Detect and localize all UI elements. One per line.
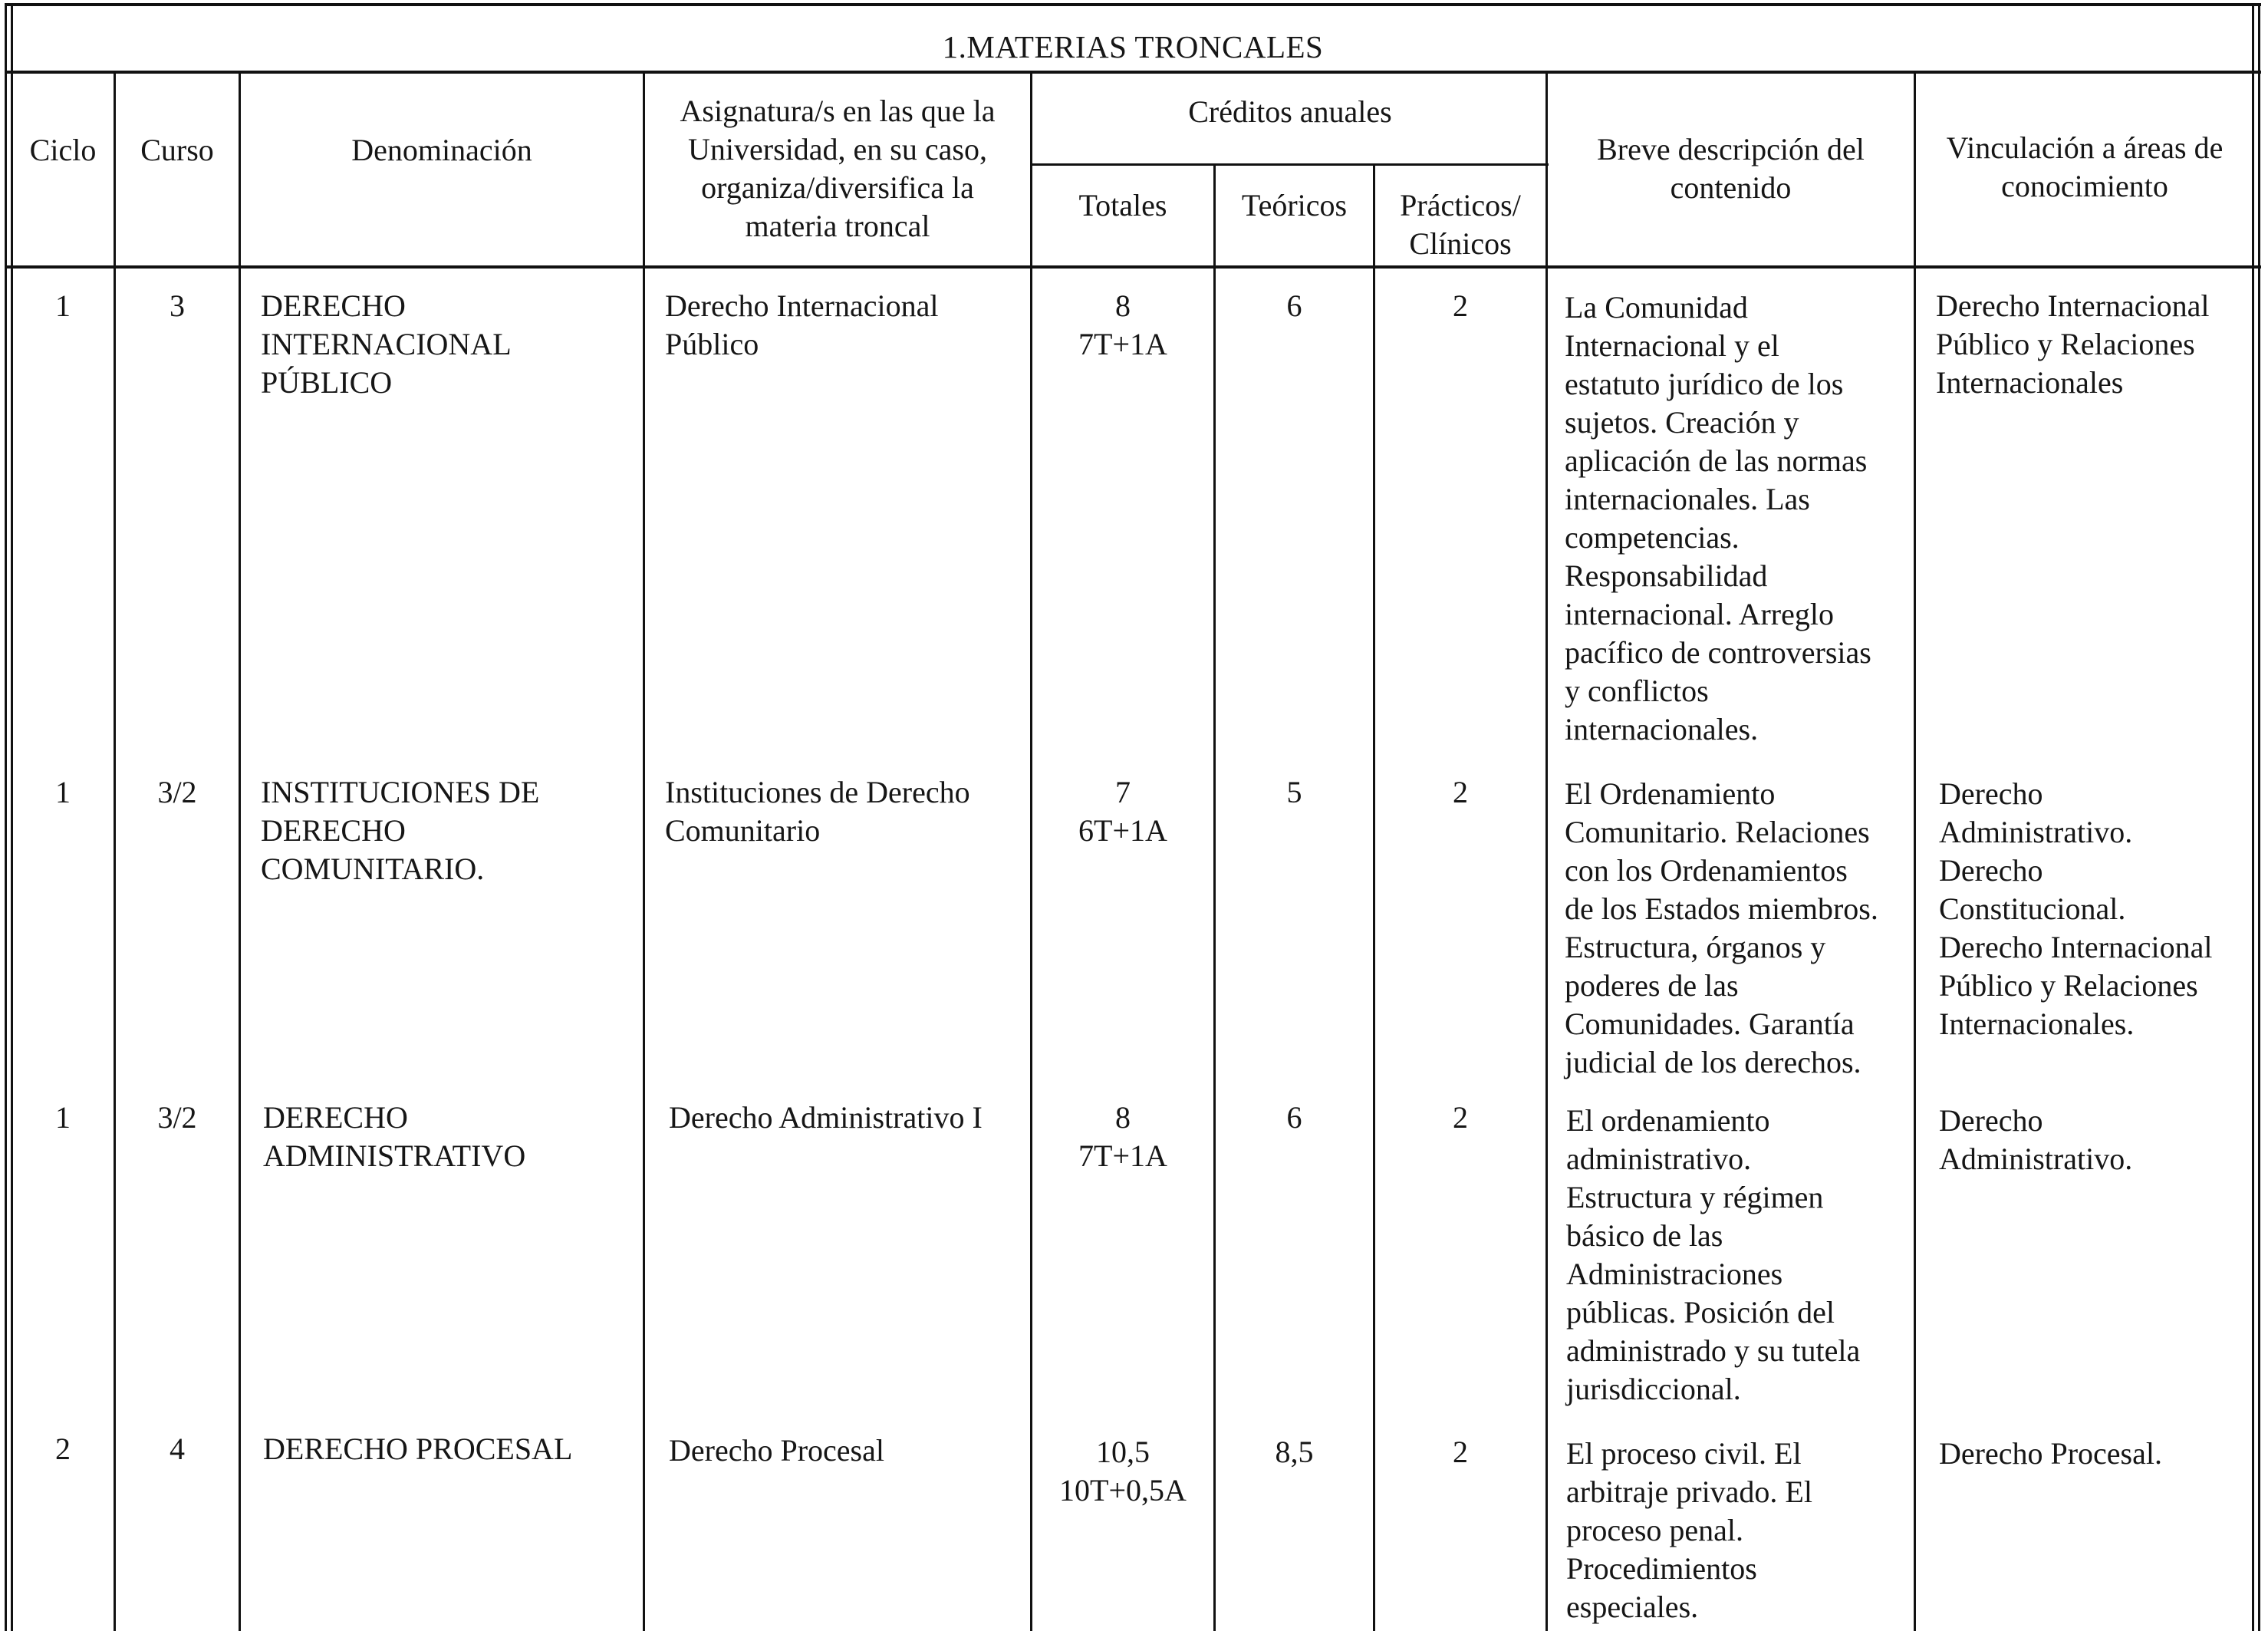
- col-line-descripcion: [1545, 72, 1548, 1631]
- header-practicos: Prácticos/ Clínicos: [1400, 188, 1521, 261]
- cell-asignatura: Instituciones de Derecho Comunitario: [665, 775, 970, 848]
- cell-denominacion: DERECHO PROCESAL: [263, 1432, 573, 1466]
- cell-denominacion: DERECHO INTERNACIONAL PÚBLICO: [261, 288, 512, 400]
- cell-curso: 4: [170, 1432, 185, 1466]
- cell-descripcion: La Comunidad Internacional y el estatuto jurídico de los sujetos. Creación y aplicación de las normas internacionales. Las competencias. Responsabilidad internacional. Arreglo pacífico de controversias y conflictos internacionales.: [1565, 290, 1871, 746]
- cell-denominacion: DERECHO ADMINISTRATIVO: [263, 1100, 526, 1173]
- cell-ciclo: 2: [55, 1432, 71, 1466]
- frame-top-line: [5, 3, 2261, 6]
- cell-practicos: 2: [1453, 288, 1468, 323]
- creditos-divider-line: [1030, 163, 1549, 166]
- cell-descripcion: El ordenamiento administrativo. Estructura y régimen básico de las Administraciones públicas. Posición del administrado y su tutela jurisdiccional.: [1566, 1103, 1861, 1406]
- header-vinculacion: Vinculación a áreas de conocimiento: [1946, 130, 2224, 203]
- cell-practicos: 2: [1453, 1435, 1468, 1469]
- header-asignatura: Asignatura/s en las que la Universidad, en su caso, organiza/diversifica la materia troncal: [680, 94, 996, 243]
- cell-totales: 8 7T+1A: [1078, 1100, 1167, 1173]
- cell-teoricos: 6: [1286, 288, 1302, 323]
- header-bottom-line: [5, 265, 2261, 269]
- cell-vinculacion: Derecho Administrativo.: [1939, 1103, 2133, 1176]
- cell-teoricos: 8,5: [1275, 1435, 1314, 1469]
- cell-practicos: 2: [1453, 1100, 1468, 1135]
- cell-asignatura: Derecho Procesal: [669, 1433, 884, 1468]
- cell-vinculacion: Derecho Internacional Público y Relaciones Internacionales: [1936, 288, 2210, 400]
- cell-ciclo: 1: [55, 288, 71, 323]
- cell-totales: 7 6T+1A: [1078, 775, 1167, 848]
- header-teoricos: Teóricos: [1241, 188, 1348, 222]
- cell-practicos: 2: [1453, 775, 1468, 809]
- col-line-asignatura: [643, 72, 645, 1631]
- header-creditos-anuales: Créditos anuales: [1188, 94, 1392, 129]
- frame-right-line: [2258, 3, 2260, 1631]
- cell-descripcion: El Ordenamiento Comunitario. Relaciones con los Ordenamientos de los Estados miembros. Estructura, órganos y poderes de las Comunidades. Garantía judicial de los derechos.: [1565, 776, 1878, 1079]
- cell-asignatura: Derecho Administrativo I: [669, 1100, 983, 1135]
- cell-ciclo: 1: [55, 775, 71, 809]
- header-totales: Totales: [1078, 188, 1167, 222]
- header-denominacion: Denominación: [351, 133, 532, 167]
- header-descripcion: Breve descripción del contenido: [1597, 132, 1865, 205]
- cell-curso: 3/2: [157, 1100, 197, 1135]
- col-line-teoricos: [1213, 164, 1216, 1631]
- col-line-vinculacion: [1914, 72, 1916, 1631]
- cell-totales: 10,5 10T+0,5A: [1059, 1435, 1187, 1507]
- frame-left-line: [5, 3, 7, 1631]
- table-title: 1.MATERIAS TRONCALES: [942, 29, 1324, 64]
- col-line-practicos: [1373, 164, 1375, 1631]
- cell-teoricos: 6: [1286, 1100, 1302, 1135]
- cell-totales: 8 7T+1A: [1078, 288, 1167, 361]
- document-page: [5, 3, 2261, 1631]
- cell-denominacion: INSTITUCIONES DE DERECHO COMUNITARIO.: [261, 775, 540, 886]
- frame-left-inner-line: [11, 3, 13, 1631]
- cell-descripcion: El proceso civil. El arbitraje privado. El proceso penal. Procedimientos especiales.: [1566, 1436, 1812, 1624]
- cell-ciclo: 1: [55, 1100, 71, 1135]
- header-curso: Curso: [140, 133, 214, 167]
- cell-curso: 3/2: [157, 775, 197, 809]
- col-line-denominacion: [239, 72, 241, 1631]
- cell-vinculacion: Derecho Procesal.: [1939, 1436, 2162, 1471]
- cell-asignatura: Derecho Internacional Público: [665, 288, 939, 361]
- title-bottom-line: [5, 71, 2261, 74]
- header-ciclo: Ciclo: [29, 133, 97, 167]
- cell-vinculacion: Derecho Administrativo. Derecho Constitucional. Derecho Internacional Público y Relaciones Internacionales.: [1939, 776, 2213, 1041]
- cell-teoricos: 5: [1286, 775, 1302, 809]
- cell-curso: 3: [170, 288, 185, 323]
